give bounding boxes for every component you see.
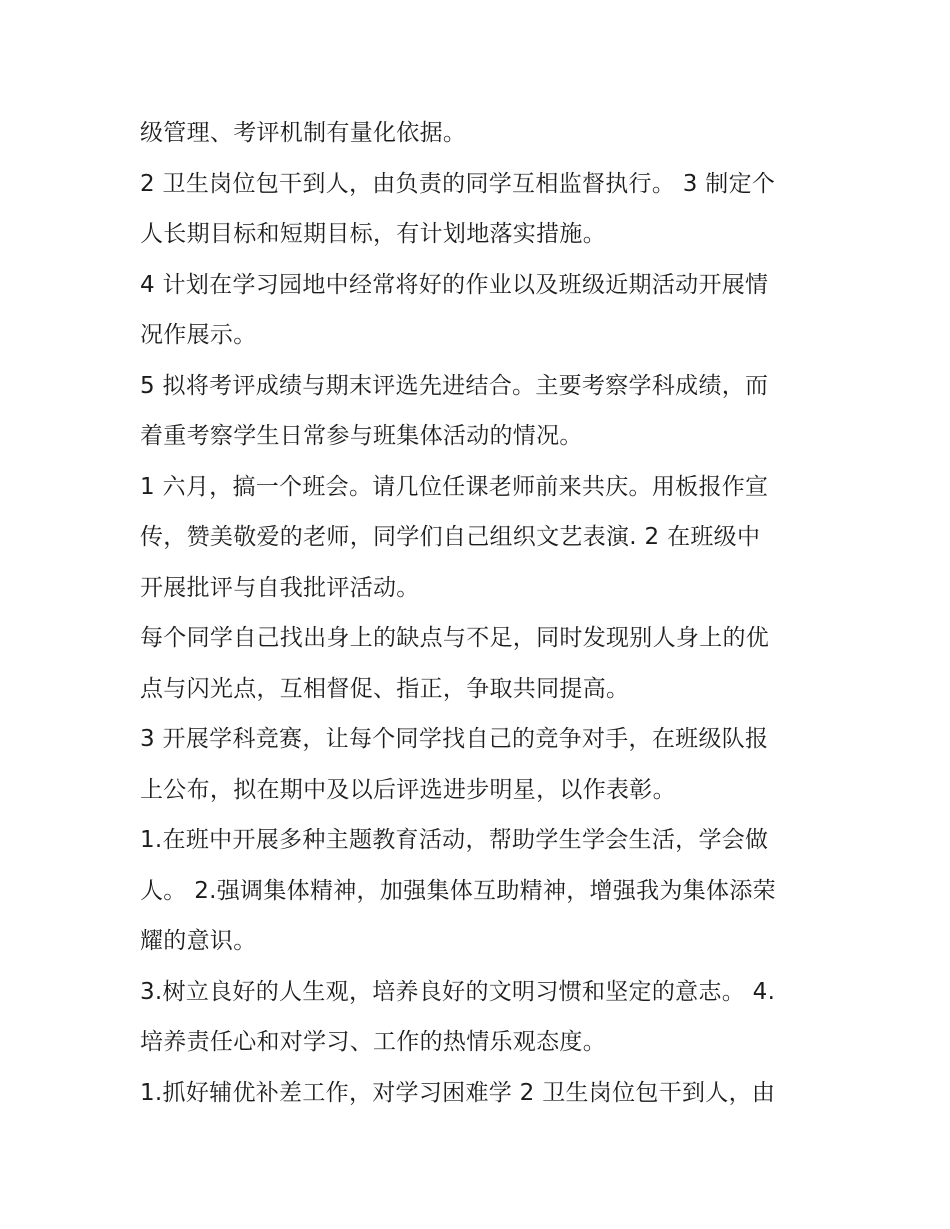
text-line: 培养责任心和对学习、工作的热情乐观态度。 xyxy=(140,1029,606,1055)
text-line: 1 六月，搞一个班会。请几位任课老师前来共庆。用板报作宣 xyxy=(140,473,769,500)
text-line: 2 卫生岗位包干到人，由负责的同学互相监督执行。 3 制定个 xyxy=(140,170,776,197)
document-body xyxy=(140,108,820,1118)
text-line: 1.抓好辅优补差工作，对学习困难学 2 卫生岗位包干到人，由 xyxy=(140,1079,776,1106)
text-line: 况作展示。 xyxy=(140,322,257,348)
text-line: 4 计划在学习园地中经常将好的作业以及班级近期活动开展情 xyxy=(140,271,769,298)
text-line: 3 开展学科竞赛，让每个同学找自己的竞争对手，在班级队报 xyxy=(140,726,769,752)
text-line: 3.树立良好的人生观，培养良好的文明习惯和坚定的意志。 4. xyxy=(140,978,776,1005)
text-line: 开展批评与自我批评活动。 xyxy=(140,574,420,601)
text-line: 级管理、考评机制有量化依据。 xyxy=(140,120,467,146)
text-line: 1.在班中开展多种主题教育活动，帮助学生学会生活，学会做 xyxy=(140,827,769,853)
text-line: 每个同学自己找出身上的缺点与不足，同时发现别人身上的优 xyxy=(140,625,770,651)
text-line: 点与闪光点，互相督促、指正，争取共同提高。 xyxy=(140,675,630,702)
text-line: 传，赞美敬爱的老师，同学们自己组织文艺表演. 2 在班级中 xyxy=(140,524,761,550)
text-line: 着重考察学生日常参与班集体活动的情况。 xyxy=(140,423,583,449)
text-line: 5 拟将考评成绩与期末评选先进结合。主要考察学科成绩，而 xyxy=(140,372,769,399)
text-line: 人长期目标和短期目标，有计划地落实措施。 xyxy=(140,221,606,247)
text-line: 上公布，拟在期中及以后评选进步明星，以作表彰。 xyxy=(140,776,676,803)
text-line: 耀的意识。 xyxy=(140,928,257,954)
text-line: 人。 2.强调集体精神，加强集体互助精神，增强我为集体添荣 xyxy=(140,877,776,904)
